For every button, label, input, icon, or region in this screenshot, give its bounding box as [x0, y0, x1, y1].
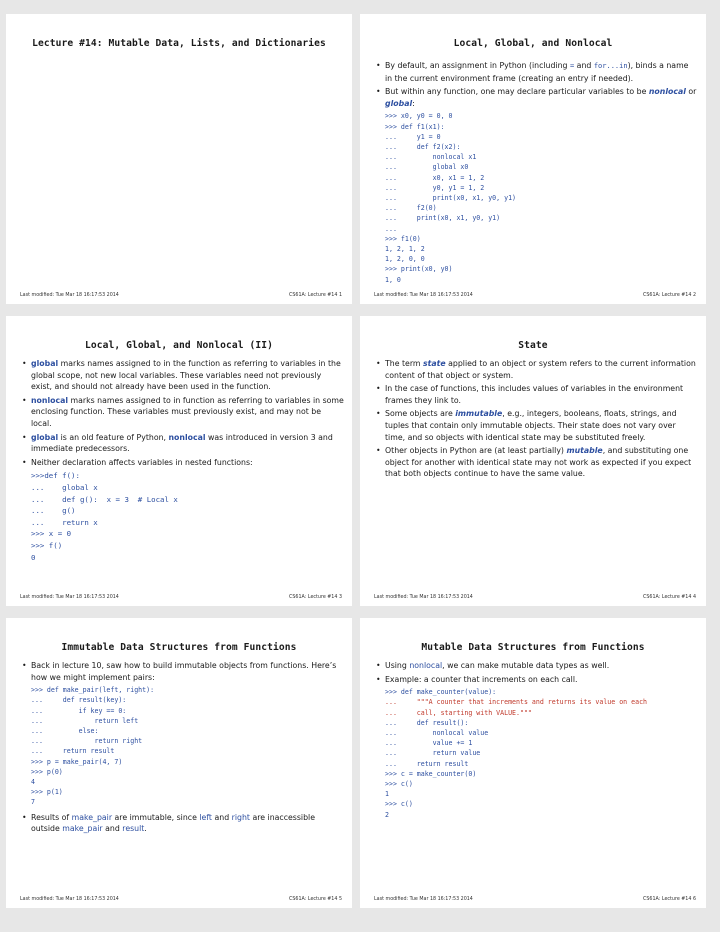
slide-title: Immutable Data Structures from Functions — [61, 642, 297, 653]
bullet-icon: • — [22, 395, 27, 405]
code-block: >>> def make_pair(left, right): ... def result(key): ... if key == 0: ... return left ... else: ... return right ... return result >>> p = make_pair(4, 7) >>> p(0) 4 >>> p(1) 7 — [31, 686, 155, 807]
bullet: • Neither declaration affects variables in nested functions: — [22, 457, 253, 467]
footer-date: Last modified: Tue Mar 18 16:17:53 2014 — [374, 293, 473, 298]
slide-6 — [360, 618, 706, 908]
bullet: • Results of make_pair are immutable, since left and right are inaccessible outside make_pair and result. — [22, 812, 315, 834]
slide-4 — [360, 316, 706, 606]
code-block: >>>def f(): ... global x ... def g(): x = 3 # Local x ... g() ... return x >>> x = 0 >>> f() 0 — [31, 471, 178, 562]
footer-date: Last modified: Tue Mar 18 16:17:53 2014 — [20, 293, 119, 298]
footer-page: CS61A: Lecture #14 2 — [643, 293, 696, 298]
footer-date: Last modified: Tue Mar 18 16:17:53 2014 — [20, 897, 119, 902]
bullet-icon: • — [376, 446, 381, 456]
bullet-icon: • — [22, 432, 27, 442]
slide-title: Local, Global, and Nonlocal — [453, 38, 613, 49]
bullet: • But within any function, one may declare particular variables to be nonlocal or global: — [376, 87, 697, 108]
slide-body — [22, 660, 344, 837]
bullet: • Back in lecture 10, saw how to build immutable objects from functions. Here’s how we might implement pairs: — [22, 661, 337, 682]
footer-page: CS61A: Lecture #14 5 — [289, 897, 342, 902]
bullet: • By default, an assignment in Python (including = and for...in), binds a name in the current environment frame (creating an entry if needed). — [376, 61, 689, 83]
footer-page: CS61A: Lecture #14 4 — [643, 595, 696, 600]
slide-5 — [6, 618, 352, 908]
bullet: • The term state applied to an object or system refers to the current information content of that object or system. — [376, 359, 696, 380]
slide-1 — [6, 14, 352, 304]
bullet: • Some objects are immutable, e.g., integers, booleans, floats, strings, and tuples that contain only immutable objects. Their state does not vary over time, and so objects with identical state may be substituted freely. — [376, 409, 677, 442]
bullet-icon: • — [22, 661, 27, 670]
bullet: • In the case of functions, this includes values of variables in the environment frames they link to. — [376, 384, 684, 405]
slide-body — [22, 358, 344, 563]
bullet-icon: • — [376, 661, 381, 670]
bullet-icon: • — [376, 674, 381, 684]
slide-title: Local, Global, and Nonlocal (II) — [84, 340, 274, 351]
slide-body — [376, 358, 698, 482]
code-block: >>> x0, y0 = 0, 0 >>> def f1(x1): ... y1 = 0 ... def f2(x2): ... nonlocal x1 ... global x0 ... x0, x1 = 1, 2 ... y0, y1 = 1, 2 ... print(x0, x1, y0, y1) ... f2(0) ... print(x0, x1, y0, y1) ... >>> f1(0) 1, 2, 1, 2 1, 2, 0, 0 >>> print(x0, y0) 1, 0 — [385, 112, 517, 284]
footer-date: Last modified: Tue Mar 18 16:17:53 2014 — [374, 595, 473, 600]
slide-title: State — [518, 340, 548, 351]
slide-2 — [360, 14, 706, 304]
bullet: • Using nonlocal, we can make mutable data types as well. — [376, 661, 610, 670]
footer-page: CS61A: Lecture #14 1 — [289, 293, 342, 298]
bullet-icon: • — [376, 61, 381, 70]
bullet-icon: • — [376, 409, 381, 419]
slide-3 — [6, 316, 352, 606]
bullet-icon: • — [376, 384, 381, 394]
bullet-icon: • — [376, 359, 381, 368]
footer-page: CS61A: Lecture #14 6 — [643, 897, 696, 902]
footer-date: Last modified: Tue Mar 18 16:17:53 2014 — [20, 595, 119, 600]
docstring: ... """A counter that increments and returns its value on each ... call, starting with VALUE.""" — [385, 698, 648, 717]
footer-date: Last modified: Tue Mar 18 16:17:53 2014 — [374, 897, 473, 902]
bullet-icon: • — [22, 359, 27, 368]
bullet: • Example: a counter that increments on each call. — [376, 674, 578, 684]
slide-title: Mutable Data Structures from Functions — [421, 642, 645, 653]
code-block: >>> def make_counter(value): — [385, 688, 497, 697]
bullet: • Other objects in Python are (at least partially) mutable, and substituting one object for another with identical state may not work as expected if you expect that both objects continue to have the same value. — [376, 446, 692, 479]
footer-page: CS61A: Lecture #14 3 — [289, 595, 342, 600]
bullet-icon: • — [376, 87, 381, 97]
bullet: • global marks names assigned to in the function as referring to variables in the global scope, not new local variables. These variables need not previously exist, and should not already have been used in the function. — [22, 359, 341, 392]
bullet-icon: • — [22, 812, 27, 822]
bullet: • global is an old feature of Python, nonlocal was introduced in version 3 and immediate predecessors. — [22, 432, 333, 454]
code-block: ... def result(): ... nonlocal value ... value += 1 ... return value ... return result >>> c = make_counter(0) >>> c() 1 >>> c() 2 — [385, 718, 489, 819]
bullet-icon: • — [22, 457, 27, 467]
bullet: • nonlocal marks names assigned to in function as referring to variables in some enclosing function. These variables must previously exist, and may not be local. — [22, 395, 344, 428]
slide-title: Lecture #14: Mutable Data, Lists, and Dictionaries — [32, 38, 326, 49]
slide-body — [376, 660, 698, 820]
slide-body — [376, 60, 698, 285]
